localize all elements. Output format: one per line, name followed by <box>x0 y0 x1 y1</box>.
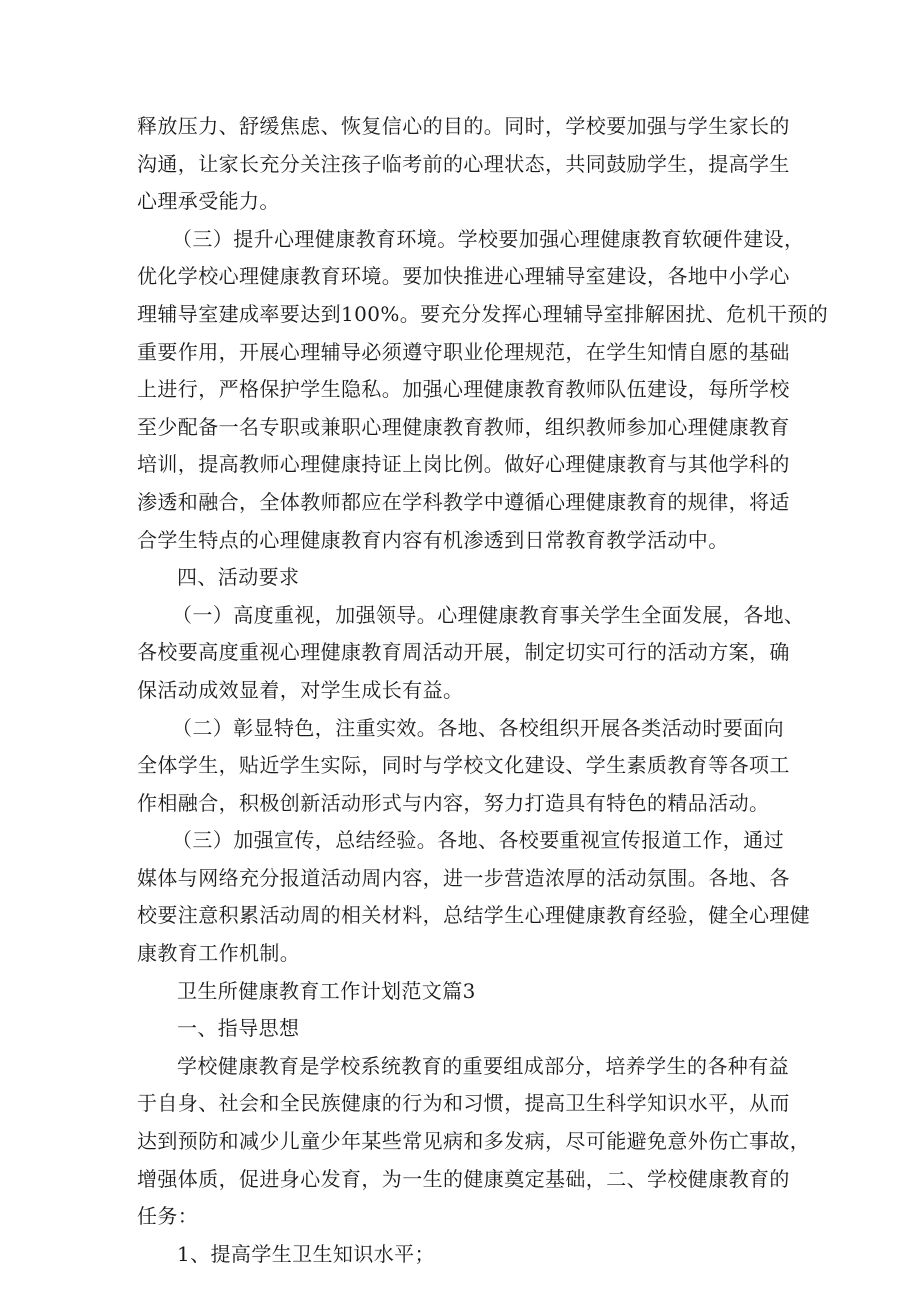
text-line: 渗透和融合，全体教师都应在学科教学中遵循心理健康教育的规律，将适 <box>137 489 790 514</box>
text-line: 全体学生，贴近学生实际，同时与学校文化建设、学生素质教育等各项工 <box>137 753 790 778</box>
text-line: 一、指导思想 <box>177 1016 300 1041</box>
text-line: 媒体与网络充分报道活动周内容，进一步营造浓厚的活动氛围。各地、各 <box>137 865 790 890</box>
text-line: 增强体质，促进身心发育，为一生的健康奠定基础，二、学校健康教育的 <box>137 1166 790 1191</box>
text-line: 达到预防和减少儿童少年某些常见病和多发病，尽可能避免意外伤亡事故， <box>137 1129 811 1154</box>
text-line: （三）提升心理健康教育环境。学校要加强心理健康教育软硬件建设， <box>172 226 805 251</box>
text-line: 作相融合，积极创新活动形式与内容，努力打造具有特色的精品活动。 <box>137 790 770 815</box>
text-line: 卫生所健康教育工作计划范文篇3 <box>177 978 476 1003</box>
text-line: （三）加强宣传，总结经验。各地、各校要重视宣传报道工作，通过 <box>172 828 784 853</box>
text-line: 释放压力、舒缓焦虑、恢复信心的目的。同时，学校要加强与学生家长的 <box>137 114 790 138</box>
text-line: 合学生特点的心理健康教育内容有机渗透到日常教育教学活动中。 <box>137 527 729 552</box>
text-line: 上进行，严格保护学生隐私。加强心理健康教育教师队伍建设，每所学校 <box>137 377 790 402</box>
text-line: 于自身、社会和全民族健康的行为和习惯，提高卫生科学知识水平，从而 <box>137 1091 790 1116</box>
text-line: 心理承受能力。 <box>137 189 280 214</box>
text-line: （二）彰显特色，注重实效。各地、各校组织开展各类活动时要面向 <box>172 715 784 740</box>
text-line: （一）高度重视，加强领导。心理健康教育事关学生全面发展，各地、 <box>172 602 805 627</box>
text-line: 优化学校心理健康教育环境。要加快推进心理辅导室建设，各地中小学心 <box>137 264 790 289</box>
text-line: 培训，提高教师心理健康持证上岗比例。做好心理健康教育与其他学科的 <box>137 452 790 477</box>
text-line: 保活动成效显着，对学生成长有益。 <box>137 677 464 702</box>
document-page <box>137 108 829 1273</box>
text-line: 学校健康教育是学校系统教育的重要组成部分，培养学生的各种有益 <box>177 1053 789 1078</box>
text-line: 1、提高学生卫生知识水平； <box>177 1241 435 1266</box>
text-line: 任务： <box>137 1204 199 1229</box>
text-line: 至少配备一名专职或兼职心理健康教育教师，组织教师参加心理健康教育 <box>137 414 790 439</box>
text-line: 各校要高度重视心理健康教育周活动开展，制定切实可行的活动方案，确 <box>137 640 790 665</box>
text-line: 沟通，让家长充分关注孩子临考前的心理状态，共同鼓励学生，提高学生 <box>137 151 790 176</box>
text-line: 四、活动要求 <box>177 565 300 590</box>
text-line: 理辅导室建成率要达到100%。要充分发挥心理辅导室排解困扰、危机干预的 <box>137 301 829 326</box>
text-line: 康教育工作机制。 <box>137 941 301 966</box>
text-line: 校要注意积累活动周的相关材料，总结学生心理健康教育经验，健全心理健 <box>137 903 811 928</box>
text-line: 重要作用，开展心理辅导必须遵守职业伦理规范，在学生知情自愿的基础 <box>137 339 790 364</box>
